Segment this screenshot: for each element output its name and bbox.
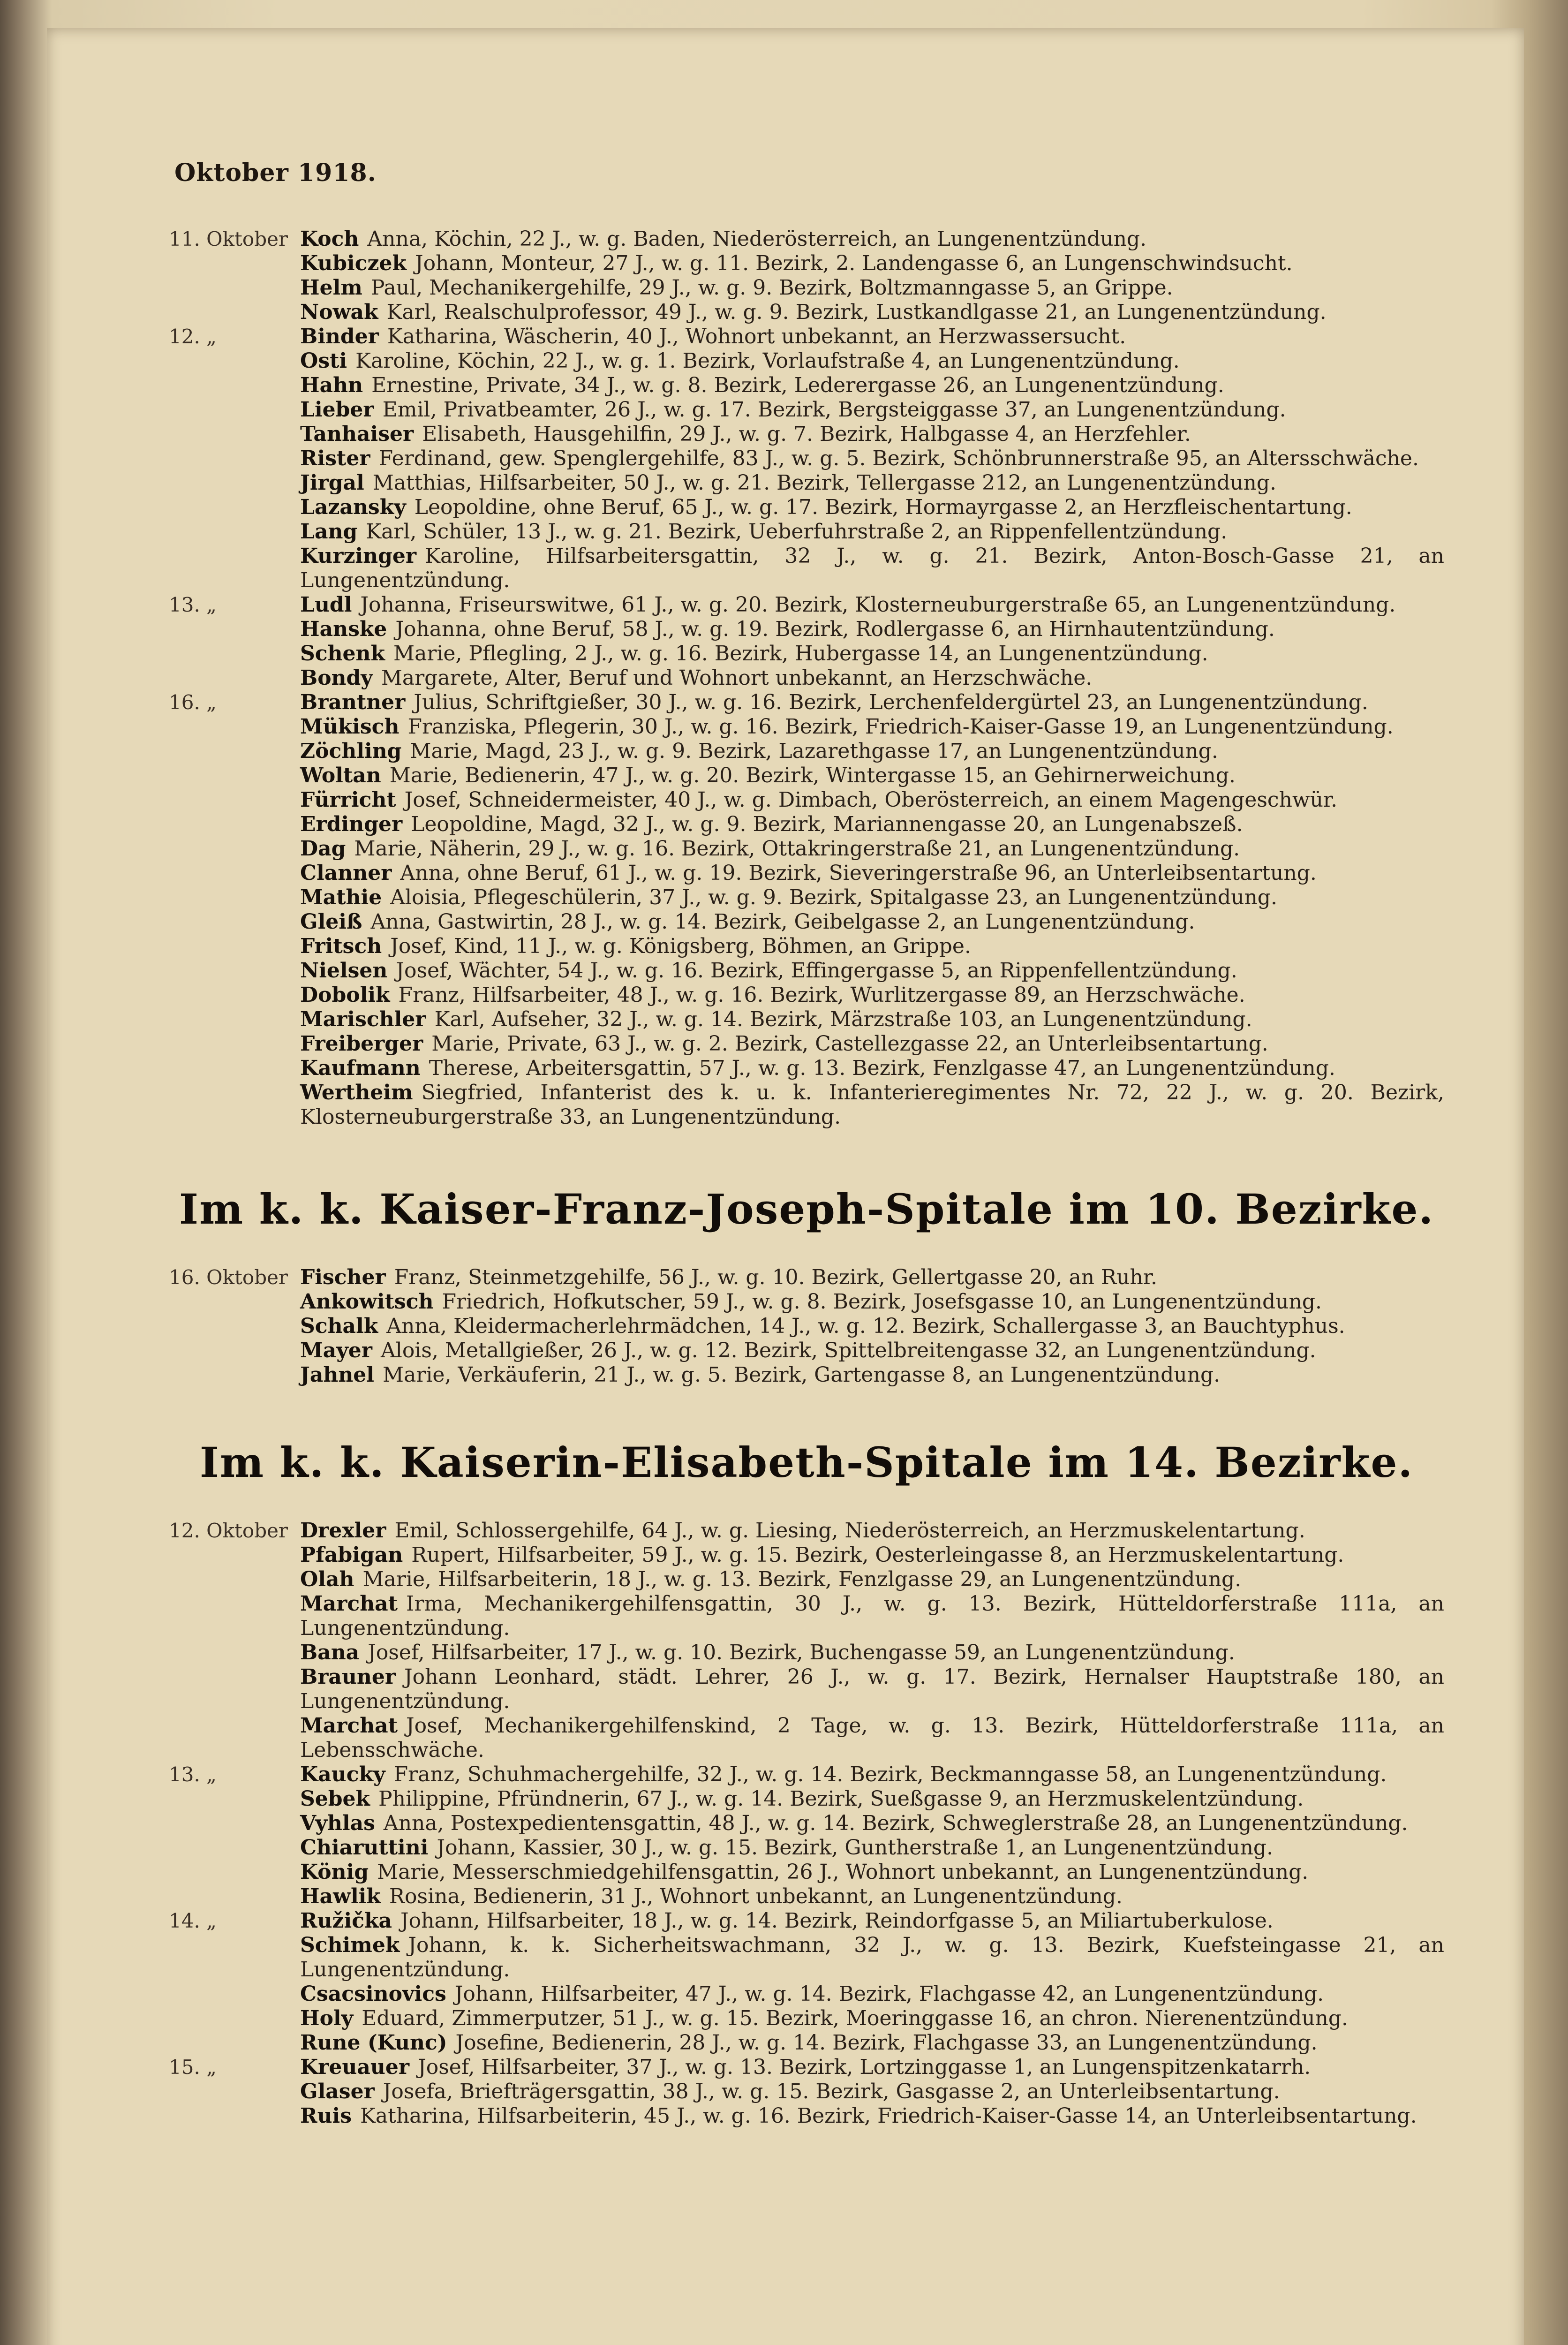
entry-details: Alois, Metallgießer, 26 J., w. g. 12. Bezirk, Spittelbreitengasse 32, an Lungenentzündung. xyxy=(380,1339,1316,1362)
entry-text xyxy=(300,251,1444,276)
entry-text xyxy=(300,349,1444,373)
entry-details: Ferdinand, gew. Spenglergehilfe, 83 J., w. g. 5. Bezirk, Schönbrunnerstraße 95, an Altersschwäche. xyxy=(378,446,1419,470)
entry-details: Katharina, Hilfsarbeiterin, 45 J., w. g. 16. Bezirk, Friedrich-Kaiser-Gasse 14, an Unterleibsentartung. xyxy=(360,2104,1417,2128)
entry-details: Josef, Mechanikergehilfenskind, 2 Tage, w. g. 13. Bezirk, Hütteldorferstraße 111a, an Lebensschwäche. xyxy=(300,1714,1444,1762)
entry-date: 12. Oktober xyxy=(169,1519,288,1542)
entry-text xyxy=(300,1032,1444,1056)
entry-details: Emil, Privatbeamter, 26 J., w. g. 17. Bezirk, Bergsteiggasse 37, an Lungenentzündung. xyxy=(382,398,1286,422)
entry-date: 12. „ xyxy=(169,325,217,348)
entry-surname: Lang xyxy=(300,520,358,544)
section-title-elisabeth: Im k. k. Kaiserin-Elisabeth-Spitale im 14. Bezirke. xyxy=(199,1438,1414,1487)
entry-surname: Erdinger xyxy=(300,812,403,836)
entry-details: Marie, Pflegling, 2 J., w. g. 16. Bezirk, Hubergasse 14, an Lungenentzündung. xyxy=(393,642,1208,666)
entry-details: Margarete, Alter, Beruf und Wohnort unbekannt, an Herzschwäche. xyxy=(381,666,1093,690)
entry-row xyxy=(169,1982,1444,2006)
entry-details: Paul, Mechanikergehilfe, 29 J., w. g. 9. Bezirk, Boltzmanngasse 5, an Grippe. xyxy=(370,276,1173,300)
entry-row xyxy=(169,1363,1444,1387)
entries-elisabeth xyxy=(169,1519,1444,2128)
entry-row xyxy=(169,276,1444,300)
entry-text xyxy=(300,1081,1444,1129)
entry-date: 13. „ xyxy=(169,593,217,616)
entry-surname: Koch xyxy=(300,227,359,251)
entry-details: Marie, Private, 63 J., w. g. 2. Bezirk, Castellezgasse 22, an Unterleibsentartung. xyxy=(431,1032,1268,1056)
entry-details: Josef, Kind, 11 J., w. g. Königsberg, Böhmen, an Grippe. xyxy=(390,934,971,958)
entry-surname: Helm xyxy=(300,276,362,300)
entry-surname: Bondy xyxy=(300,666,373,690)
entry-surname: Ankowitsch xyxy=(300,1290,434,1314)
entry-row xyxy=(169,764,1444,788)
entry-surname: Glaser xyxy=(300,2080,375,2103)
entry-row xyxy=(169,910,1444,934)
entry-text xyxy=(300,373,1444,398)
entry-row xyxy=(169,861,1444,885)
entry-text xyxy=(300,1339,1444,1363)
entry-row xyxy=(169,885,1444,910)
entry-text xyxy=(300,812,1444,837)
entry-surname: Osti xyxy=(300,349,347,373)
entry-row xyxy=(169,1519,1444,1543)
entry-row xyxy=(169,715,1444,739)
entry-row xyxy=(169,983,1444,1007)
entry-details: Johanna, Friseurswitwe, 61 J., w. g. 20. Bezirk, Klosterneuburgerstraße 65, an Lungenentzündung. xyxy=(360,593,1396,617)
entry-details: Josef, Hilfsarbeiter, 17 J., w. g. 10. Bezirk, Buchengasse 59, an Lungenentzündung. xyxy=(368,1641,1235,1664)
entry-details: Therese, Arbeitersgattin, 57 J., w. g. 13. Bezirk, Fenzlgasse 47, an Lungenentzündung. xyxy=(429,1056,1335,1080)
entry-text xyxy=(300,471,1444,495)
entry-details: Katharina, Wäscherin, 40 J., Wohnort unbekannt, an Herzwassersucht. xyxy=(387,325,1126,348)
entry-details: Aloisia, Pflegeschülerin, 37 J., w. g. 9. Bezirk, Spitalgasse 23, an Lungenentzündung. xyxy=(390,885,1277,909)
entry-text xyxy=(300,715,1444,739)
entry-details: Marie, Messerschmiedgehilfensgattin, 26 J., Wohnort unbekannt, an Lungenentzündung. xyxy=(377,1860,1309,1884)
entry-details: Matthias, Hilfsarbeiter, 50 J., w. g. 21. Bezirk, Tellergasse 212, an Lungenentzündung. xyxy=(372,471,1276,495)
entry-surname: Hawlik xyxy=(300,1884,381,1908)
entry-details: Franz, Hilfsarbeiter, 48 J., w. g. 16. Bezirk, Wurlitzergasse 89, an Herzschwäche. xyxy=(398,983,1245,1007)
entry-row xyxy=(169,1933,1444,1982)
entry-details: Karoline, Hilfsarbeitersgattin, 32 J., w. g. 21. Bezirk, Anton-Bosch-Gasse 21, an Lungenentzündung. xyxy=(300,544,1444,592)
entry-details: Josef, Wächter, 54 J., w. g. 16. Bezirk, Effingergasse 5, an Rippenfellentzündung. xyxy=(396,959,1237,983)
entry-details: Eduard, Zimmerputzer, 51 J., w. g. 15. Bezirk, Moeringgasse 16, an chron. Nierenentzündung. xyxy=(362,2006,1348,2030)
entry-row xyxy=(169,1567,1444,1592)
entry-surname: Rune (Kunc) xyxy=(300,2031,447,2055)
entry-date: 15. „ xyxy=(169,2056,217,2079)
entry-text xyxy=(300,642,1444,666)
entry-surname: Zöchling xyxy=(300,739,402,763)
entry-surname: Marischler xyxy=(300,1007,426,1031)
entry-row xyxy=(169,2055,1444,2080)
entry-row xyxy=(169,934,1444,959)
entry-text xyxy=(300,1592,1444,1641)
entry-surname: Mathie xyxy=(300,885,382,909)
entry-row xyxy=(169,642,1444,666)
entry-details: Karl, Aufseher, 32 J., w. g. 14. Bezirk, Märzstraße 103, an Lungenentzündung. xyxy=(434,1007,1252,1031)
entry-details: Philippine, Pfründnerin, 67 J., w. g. 14. Bezirk, Sueßgasse 9, an Herzmuskelentzündung. xyxy=(378,1787,1304,1811)
entry-details: Anna, Postexpedientensgattin, 48 J., w. g. 14. Bezirk, Schweglerstraße 28, an Lungenentzündung. xyxy=(383,1811,1408,1835)
entry-surname: Tanhaiser xyxy=(300,422,414,446)
entry-surname: Chiaruttini xyxy=(300,1836,429,1860)
death-register xyxy=(169,227,1444,2128)
entry-surname: Kreuauer xyxy=(300,2055,410,2079)
entry-row xyxy=(169,1909,1444,1933)
entry-surname: Pfabigan xyxy=(300,1543,403,1567)
entry-row xyxy=(169,1290,1444,1314)
entry-row xyxy=(169,398,1444,422)
entry-row xyxy=(169,2104,1444,2128)
entry-details: Emil, Schlossergehilfe, 64 J., w. g. Liesing, Niederösterreich, an Herzmuskelentartung. xyxy=(394,1519,1305,1543)
entry-details: Leopoldine, ohne Beruf, 65 J., w. g. 17. Bezirk, Hormayrgasse 2, an Herzfleischentartung. xyxy=(414,495,1352,519)
entry-text xyxy=(300,520,1444,544)
entry-date: 14. „ xyxy=(169,1909,217,1932)
entry-surname: Gleiß xyxy=(300,910,362,934)
entry-text xyxy=(300,1982,1444,2006)
entry-details: Anna, Kleidermacherlehrmädchen, 14 J., w. g. 12. Bezirk, Schallergasse 3, an Bauchtyphus. xyxy=(386,1314,1345,1338)
entry-text xyxy=(300,1811,1444,1836)
entry-details: Marie, Näherin, 29 J., w. g. 16. Bezirk, Ottakringerstraße 21, an Lungenentzündung. xyxy=(354,837,1240,861)
entry-date: 16. Oktober xyxy=(169,1266,288,1289)
entry-row xyxy=(169,1592,1444,1641)
entry-row xyxy=(169,1543,1444,1567)
entry-row xyxy=(169,1641,1444,1665)
entry-details: Josef, Schneidermeister, 40 J., w. g. Dimbach, Oberösterreich, an einem Magengeschwür. xyxy=(404,788,1338,812)
entry-text xyxy=(300,1363,1444,1387)
entry-row xyxy=(169,495,1444,520)
entry-text xyxy=(300,959,1444,983)
section-title-franz-joseph: Im k. k. Kaiser-Franz-Joseph-Spitale im 10. Bezirke. xyxy=(179,1185,1434,1233)
entry-surname: Brauner xyxy=(300,1665,396,1689)
entry-row xyxy=(169,349,1444,373)
entry-surname: Kubiczek xyxy=(300,251,407,275)
entry-surname: Jirgal xyxy=(300,471,364,495)
entry-details: Johann, Hilfsarbeiter, 47 J., w. g. 14. Bezirk, Flachgasse 42, an Lungenentzündung. xyxy=(454,1982,1324,2006)
entry-details: Karoline, Köchin, 22 J., w. g. 1. Bezirk, Vorlaufstraße 4, an Lungenentzündung. xyxy=(355,349,1180,373)
entry-row xyxy=(169,1860,1444,1884)
entry-details: Johann Leonhard, städt. Lehrer, 26 J., w. g. 17. Bezirk, Hernalser Hauptstraße 180, an Lungenentzündung. xyxy=(300,1665,1444,1713)
entries-franz-joseph xyxy=(169,1265,1444,1387)
entry-text xyxy=(300,2104,1444,2128)
entry-text xyxy=(300,1860,1444,1884)
entry-surname: Schenk xyxy=(300,642,385,666)
entry-date: 11. Oktober xyxy=(169,227,288,250)
entries-general xyxy=(169,227,1444,1129)
entry-details: Julius, Schriftgießer, 30 J., w. g. 16. Bezirk, Lerchenfeldergürtel 23, an Lungenentzündung. xyxy=(414,690,1368,714)
entry-details: Johann, k. k. Sicherheitswachmann, 32 J., w. g. 13. Bezirk, Kuefsteingasse 21, an Lungenentzündung. xyxy=(300,1933,1444,1982)
entry-details: Rupert, Hilfsarbeiter, 59 J., w. g. 15. Bezirk, Oesterleingasse 8, an Herzmuskelentartung. xyxy=(411,1543,1344,1567)
entry-details: Johann, Kassier, 30 J., w. g. 15. Bezirk, Guntherstraße 1, an Lungenentzündung. xyxy=(437,1836,1274,1860)
entry-text xyxy=(300,276,1444,300)
entry-text xyxy=(300,1714,1444,1763)
entry-surname: Schimek xyxy=(300,1933,400,1957)
entry-details: Marie, Magd, 23 J., w. g. 9. Bezirk, Lazarethgasse 17, an Lungenentzündung. xyxy=(410,739,1218,763)
entry-text xyxy=(300,690,1444,715)
entry-row xyxy=(169,1007,1444,1032)
entry-surname: Mükisch xyxy=(300,715,400,739)
entry-text xyxy=(300,861,1444,885)
entry-surname: Kaufmann xyxy=(300,1056,421,1080)
entry-text xyxy=(300,495,1444,520)
entry-row xyxy=(169,325,1444,349)
entry-row xyxy=(169,373,1444,398)
entry-row xyxy=(169,520,1444,544)
entry-text xyxy=(300,2080,1444,2104)
entry-text xyxy=(300,764,1444,788)
entry-details: Johann, Monteur, 27 J., w. g. 11. Bezirk, 2. Landengasse 6, an Lungenschwindsucht. xyxy=(415,251,1293,275)
entry-row xyxy=(169,446,1444,471)
entry-text xyxy=(300,593,1444,617)
entry-row xyxy=(169,300,1444,325)
entry-row xyxy=(169,2031,1444,2055)
entry-surname: Ruis xyxy=(300,2104,352,2128)
entry-text xyxy=(300,1567,1444,1592)
entry-row xyxy=(169,788,1444,812)
entry-surname: Marchat xyxy=(300,1592,398,1616)
entry-text xyxy=(300,910,1444,934)
entry-text xyxy=(300,666,1444,690)
entry-row xyxy=(169,690,1444,715)
entry-surname: Olah xyxy=(300,1567,354,1591)
entry-text xyxy=(300,2006,1444,2031)
entry-row xyxy=(169,739,1444,764)
entry-surname: Lazansky xyxy=(300,495,406,519)
entry-surname: Brantner xyxy=(300,690,406,714)
entry-row xyxy=(169,1787,1444,1811)
entry-surname: Rister xyxy=(300,446,370,470)
entry-row xyxy=(169,812,1444,837)
entry-row xyxy=(169,1339,1444,1363)
entry-text xyxy=(300,1787,1444,1811)
entry-text xyxy=(300,1543,1444,1567)
entry-row xyxy=(169,1265,1444,1290)
entry-details: Elisabeth, Hausgehilfin, 29 J., w. g. 7. Bezirk, Halbgasse 4, an Herzfehler. xyxy=(422,422,1191,446)
entry-row xyxy=(169,1665,1444,1714)
entry-details: Franz, Schuhmachergehilfe, 32 J., w. g. 14. Bezirk, Beckmanngasse 58, an Lungenentzündung. xyxy=(393,1763,1387,1786)
entry-surname: Fischer xyxy=(300,1265,386,1289)
entry-details: Karl, Schüler, 13 J., w. g. 21. Bezirk, Ueberfuhrstraße 2, an Rippenfellentzündung. xyxy=(366,520,1228,544)
entry-text xyxy=(300,1763,1444,1787)
entry-row xyxy=(169,227,1444,251)
entry-row xyxy=(169,544,1444,593)
entry-details: Johann, Hilfsarbeiter, 18 J., w. g. 14. Bezirk, Reindorfgasse 5, an Miliartuberkulose. xyxy=(400,1909,1274,1933)
entry-surname: Marchat xyxy=(300,1714,398,1738)
entry-surname: Schalk xyxy=(300,1314,378,1338)
entry-surname: Kurzinger xyxy=(300,544,417,568)
entry-date: 13. „ xyxy=(169,1763,217,1786)
entry-row xyxy=(169,251,1444,276)
entry-row xyxy=(169,666,1444,690)
entry-text xyxy=(300,1933,1444,1982)
entry-surname: König xyxy=(300,1860,369,1884)
entry-details: Siegfried, Infanterist des k. u. k. Infanterieregimentes Nr. 72, 22 J., w. g. 20. Bezirk, Klosterneuburgerstraße 33, an Lungenentzündung. xyxy=(300,1081,1444,1129)
entry-surname: Drexler xyxy=(300,1519,386,1543)
entry-surname: Nielsen xyxy=(300,959,388,983)
entry-surname: Jahnel xyxy=(300,1363,375,1387)
entry-details: Marie, Bedienerin, 47 J., w. g. 20. Bezirk, Wintergasse 15, an Gehirnerweichung. xyxy=(389,764,1236,787)
entry-details: Friedrich, Hofkutscher, 59 J., w. g. 8. Bezirk, Josefsgasse 10, an Lungenentzündung. xyxy=(442,1290,1322,1314)
entry-details: Josefa, Briefträgersgattin, 38 J., w. g. 15. Bezirk, Gasgasse 2, an Unterleibsentartung. xyxy=(383,2080,1280,2103)
entry-details: Anna, ohne Beruf, 61 J., w. g. 19. Bezirk, Sieveringerstraße 96, an Unterleibsentartung. xyxy=(400,861,1317,885)
entry-text xyxy=(300,1884,1444,1909)
entry-details: Johanna, ohne Beruf, 58 J., w. g. 19. Bezirk, Rodlergasse 6, an Hirnhautentzündung. xyxy=(395,617,1275,641)
entry-row xyxy=(169,1314,1444,1339)
entry-row xyxy=(169,1836,1444,1860)
entry-text xyxy=(300,1056,1444,1081)
entry-surname: Fürricht xyxy=(300,788,396,812)
entry-text xyxy=(300,837,1444,861)
entry-row xyxy=(169,1763,1444,1787)
entry-surname: Csacsinovics xyxy=(300,1982,446,2006)
entry-surname: Ružička xyxy=(300,1909,392,1933)
entry-text xyxy=(300,1007,1444,1032)
entry-row xyxy=(169,1032,1444,1056)
entry-surname: Fritsch xyxy=(300,934,382,958)
entry-details: Josefine, Bedienerin, 28 J., w. g. 14. Bezirk, Flachgasse 33, an Lungenentzündung. xyxy=(455,2031,1318,2055)
entry-text xyxy=(300,398,1444,422)
entry-surname: Lieber xyxy=(300,398,374,422)
entry-surname: Nowak xyxy=(300,300,378,324)
entry-text xyxy=(300,1314,1444,1339)
entry-text xyxy=(300,1909,1444,1933)
entry-row xyxy=(169,617,1444,642)
entry-details: Rosina, Bedienerin, 31 J., Wohnort unbekannt, an Lungenentzündung. xyxy=(389,1884,1123,1908)
entry-text xyxy=(300,2031,1444,2055)
entry-surname: Woltan xyxy=(300,764,381,787)
entry-text xyxy=(300,1519,1444,1543)
entry-text xyxy=(300,1290,1444,1314)
entry-surname: Dobolik xyxy=(300,983,390,1007)
entry-surname: Hanske xyxy=(300,617,387,641)
entry-text xyxy=(300,422,1444,446)
entry-text xyxy=(300,446,1444,471)
entry-row xyxy=(169,1884,1444,1909)
entry-text xyxy=(300,1665,1444,1714)
entry-surname: Bana xyxy=(300,1641,360,1664)
entry-details: Ernestine, Private, 34 J., w. g. 8. Bezirk, Lederergasse 26, an Lungenentzündung. xyxy=(371,373,1224,397)
entry-text xyxy=(300,983,1444,1007)
entry-text xyxy=(300,544,1444,593)
entry-text xyxy=(300,2055,1444,2080)
entry-details: Marie, Hilfsarbeiterin, 18 J., w. g. 13. Bezirk, Fenzlgasse 29, an Lungenentzündung. xyxy=(362,1567,1242,1591)
entry-row xyxy=(169,422,1444,446)
entry-row xyxy=(169,471,1444,495)
entry-surname: Dag xyxy=(300,837,346,861)
entry-surname: Clanner xyxy=(300,861,392,885)
entry-row xyxy=(169,1056,1444,1081)
page-heading: Oktober 1918. xyxy=(174,159,377,187)
entry-text xyxy=(300,300,1444,325)
entry-row xyxy=(169,1811,1444,1836)
entry-details: Josef, Hilfsarbeiter, 37 J., w. g. 13. Bezirk, Lortzinggasse 1, an Lungenspitzenkatarrh. xyxy=(418,2055,1311,2079)
entry-surname: Kaucky xyxy=(300,1763,385,1786)
entry-details: Anna, Köchin, 22 J., w. g. Baden, Niederösterreich, an Lungenentzündung. xyxy=(367,227,1147,251)
entry-details: Anna, Gastwirtin, 28 J., w. g. 14. Bezirk, Geibelgasse 2, an Lungenentzündung. xyxy=(370,910,1195,934)
entry-surname: Hahn xyxy=(300,373,363,397)
entry-surname: Binder xyxy=(300,325,379,348)
entry-details: Leopoldine, Magd, 32 J., w. g. 9. Bezirk, Mariannengasse 20, an Lungenabszeß. xyxy=(411,812,1243,836)
entry-text xyxy=(300,934,1444,959)
entry-row xyxy=(169,837,1444,861)
entry-text xyxy=(300,1641,1444,1665)
entry-text xyxy=(300,227,1444,251)
entry-date: 16. „ xyxy=(169,691,217,714)
entry-surname: Holy xyxy=(300,2006,354,2030)
entry-row xyxy=(169,1081,1444,1129)
entry-surname: Mayer xyxy=(300,1339,372,1362)
entry-details: Franz, Steinmetzgehilfe, 56 J., w. g. 10. Bezirk, Gellertgasse 20, an Ruhr. xyxy=(394,1265,1157,1289)
entry-details: Franziska, Pflegerin, 30 J., w. g. 16. Bezirk, Friedrich-Kaiser-Gasse 19, an Lungenentzündung. xyxy=(407,715,1394,739)
entry-surname: Freiberger xyxy=(300,1032,423,1056)
entry-details: Irma, Mechanikergehilfensgattin, 30 J., w. g. 13. Bezirk, Hütteldorferstraße 111a, an Lungenentzündung. xyxy=(300,1592,1444,1640)
entry-text xyxy=(300,885,1444,910)
entry-text xyxy=(300,1265,1444,1290)
entry-text xyxy=(300,739,1444,764)
entry-row xyxy=(169,2006,1444,2031)
entry-surname: Sebek xyxy=(300,1787,370,1811)
entry-details: Marie, Verkäuferin, 21 J., w. g. 5. Bezirk, Gartengasse 8, an Lungenentzündung. xyxy=(383,1363,1221,1387)
entry-text xyxy=(300,788,1444,812)
entry-surname: Wertheim xyxy=(300,1081,413,1104)
entry-surname: Ludl xyxy=(300,593,352,617)
entry-text xyxy=(300,617,1444,642)
entry-row xyxy=(169,1714,1444,1763)
entry-row xyxy=(169,2080,1444,2104)
entry-text xyxy=(300,1836,1444,1860)
entry-row xyxy=(169,593,1444,617)
entry-row xyxy=(169,959,1444,983)
entry-details: Karl, Realschulprofessor, 49 J., w. g. 9. Bezirk, Lustkandlgasse 21, an Lungenentzündung. xyxy=(386,300,1327,324)
entry-surname: Vyhlas xyxy=(300,1811,375,1835)
entry-text xyxy=(300,325,1444,349)
